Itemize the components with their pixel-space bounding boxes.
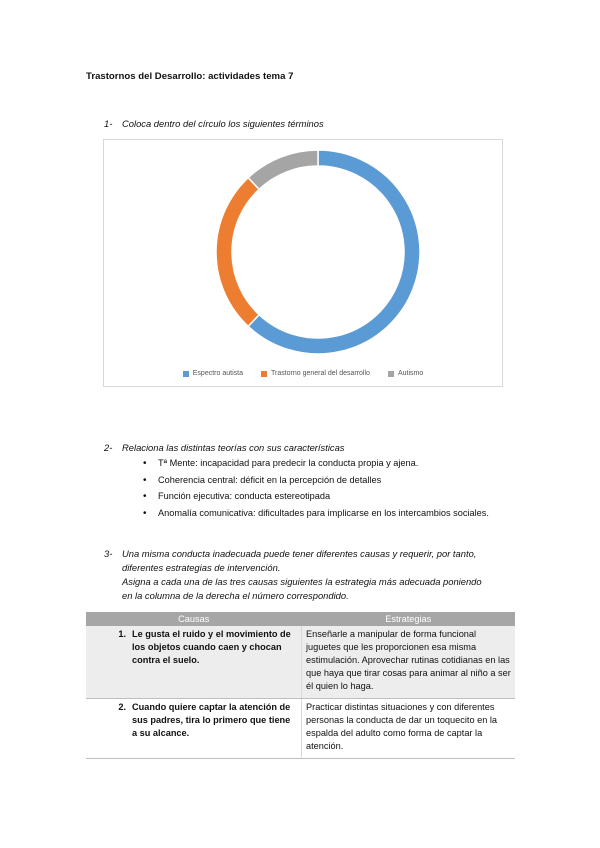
question-1-text: Coloca dentro del círculo los siguientes términos [122,118,324,129]
donut-slice-0 [248,150,420,354]
cause-text: Cuando quiere captar la atención de sus padres, tira lo primero que tiene a su alcance. [132,702,291,738]
list-item: • Anomalía comunicativa: dificultades para implicarse en los intercambios sociales. [143,507,503,521]
page-title: Trastornos del Desarrollo: actividades tema 7 [86,71,294,82]
legend-swatch [388,371,394,377]
donut-chart [103,139,503,387]
list-item: • Coherencia central: déficit en la percepción de detalles [143,474,503,488]
question-1-number: 1- [104,118,113,129]
list-item: • Tª Mente: incapacidad para predecir la conducta propia y ajena. [143,457,503,471]
header-estrategias: Estrategias [302,612,516,626]
legend-item-espectro [183,370,243,377]
question-3-number: 3- [104,548,113,559]
legend-swatch [261,371,267,377]
question-2-text: Relaciona las distintas teorías con sus características [122,442,345,453]
question-3-line: diferentes estrategias de intervención. [122,562,281,573]
question-3-line: Una misma conducta inadecuada puede tener diferentes causas y requerir, por tanto, [122,548,477,559]
table-header-row [86,612,515,626]
question-3 [0,547,600,607]
chart-legend [104,370,502,377]
donut-slice-2 [248,150,318,189]
causes-strategies-table [86,612,515,759]
legend-swatch [183,371,189,377]
table-row [86,699,515,759]
cause-text: Le gusta el ruido y el movimiento de los objetos cuando caen y chocan contra el suelo. [132,629,291,665]
question-1 [0,117,600,131]
table-row [86,626,515,699]
question-3-line: en la columna de la derecha el número correspondido. [122,590,349,601]
strategy-cell: Practicar distintas situaciones y con diferentes personas la conducta de dar un toquecito en la espalda del adulto como forma de captar la atención. [302,699,516,759]
legend-label: Espectro autista [192,370,243,377]
question-2-number: 2- [104,442,113,453]
cause-number: 1. [118,629,126,639]
legend-item-autismo [388,370,423,377]
theory-list [143,457,503,523]
donut-slice-1 [216,178,259,327]
header-causas: Causas [86,612,302,626]
cause-cell [86,699,302,759]
legend-label: Autismo [397,370,424,377]
list-item: • Función ejecutiva: conducta estereotipada [143,490,503,504]
donut-chart-svg [104,140,502,386]
cause-cell [86,626,302,699]
question-2 [0,441,600,455]
legend-label: Trastorno general del desarrollo [270,370,370,377]
strategy-cell: Enseñarle a manipular de forma funcional juguetes que les proporcionen esa misma estimulación. Aprovechar rutinas cotidianas en las que haya que tirar cosas para animar al niño a ser él quien lo haga. [302,626,516,699]
legend-item-trastorno [261,370,370,377]
question-3-text [122,547,512,603]
question-3-line: Asigna a cada una de las tres causas siguientes la estrategia más adecuada poniendo [122,576,482,587]
cause-number: 2. [118,702,126,712]
